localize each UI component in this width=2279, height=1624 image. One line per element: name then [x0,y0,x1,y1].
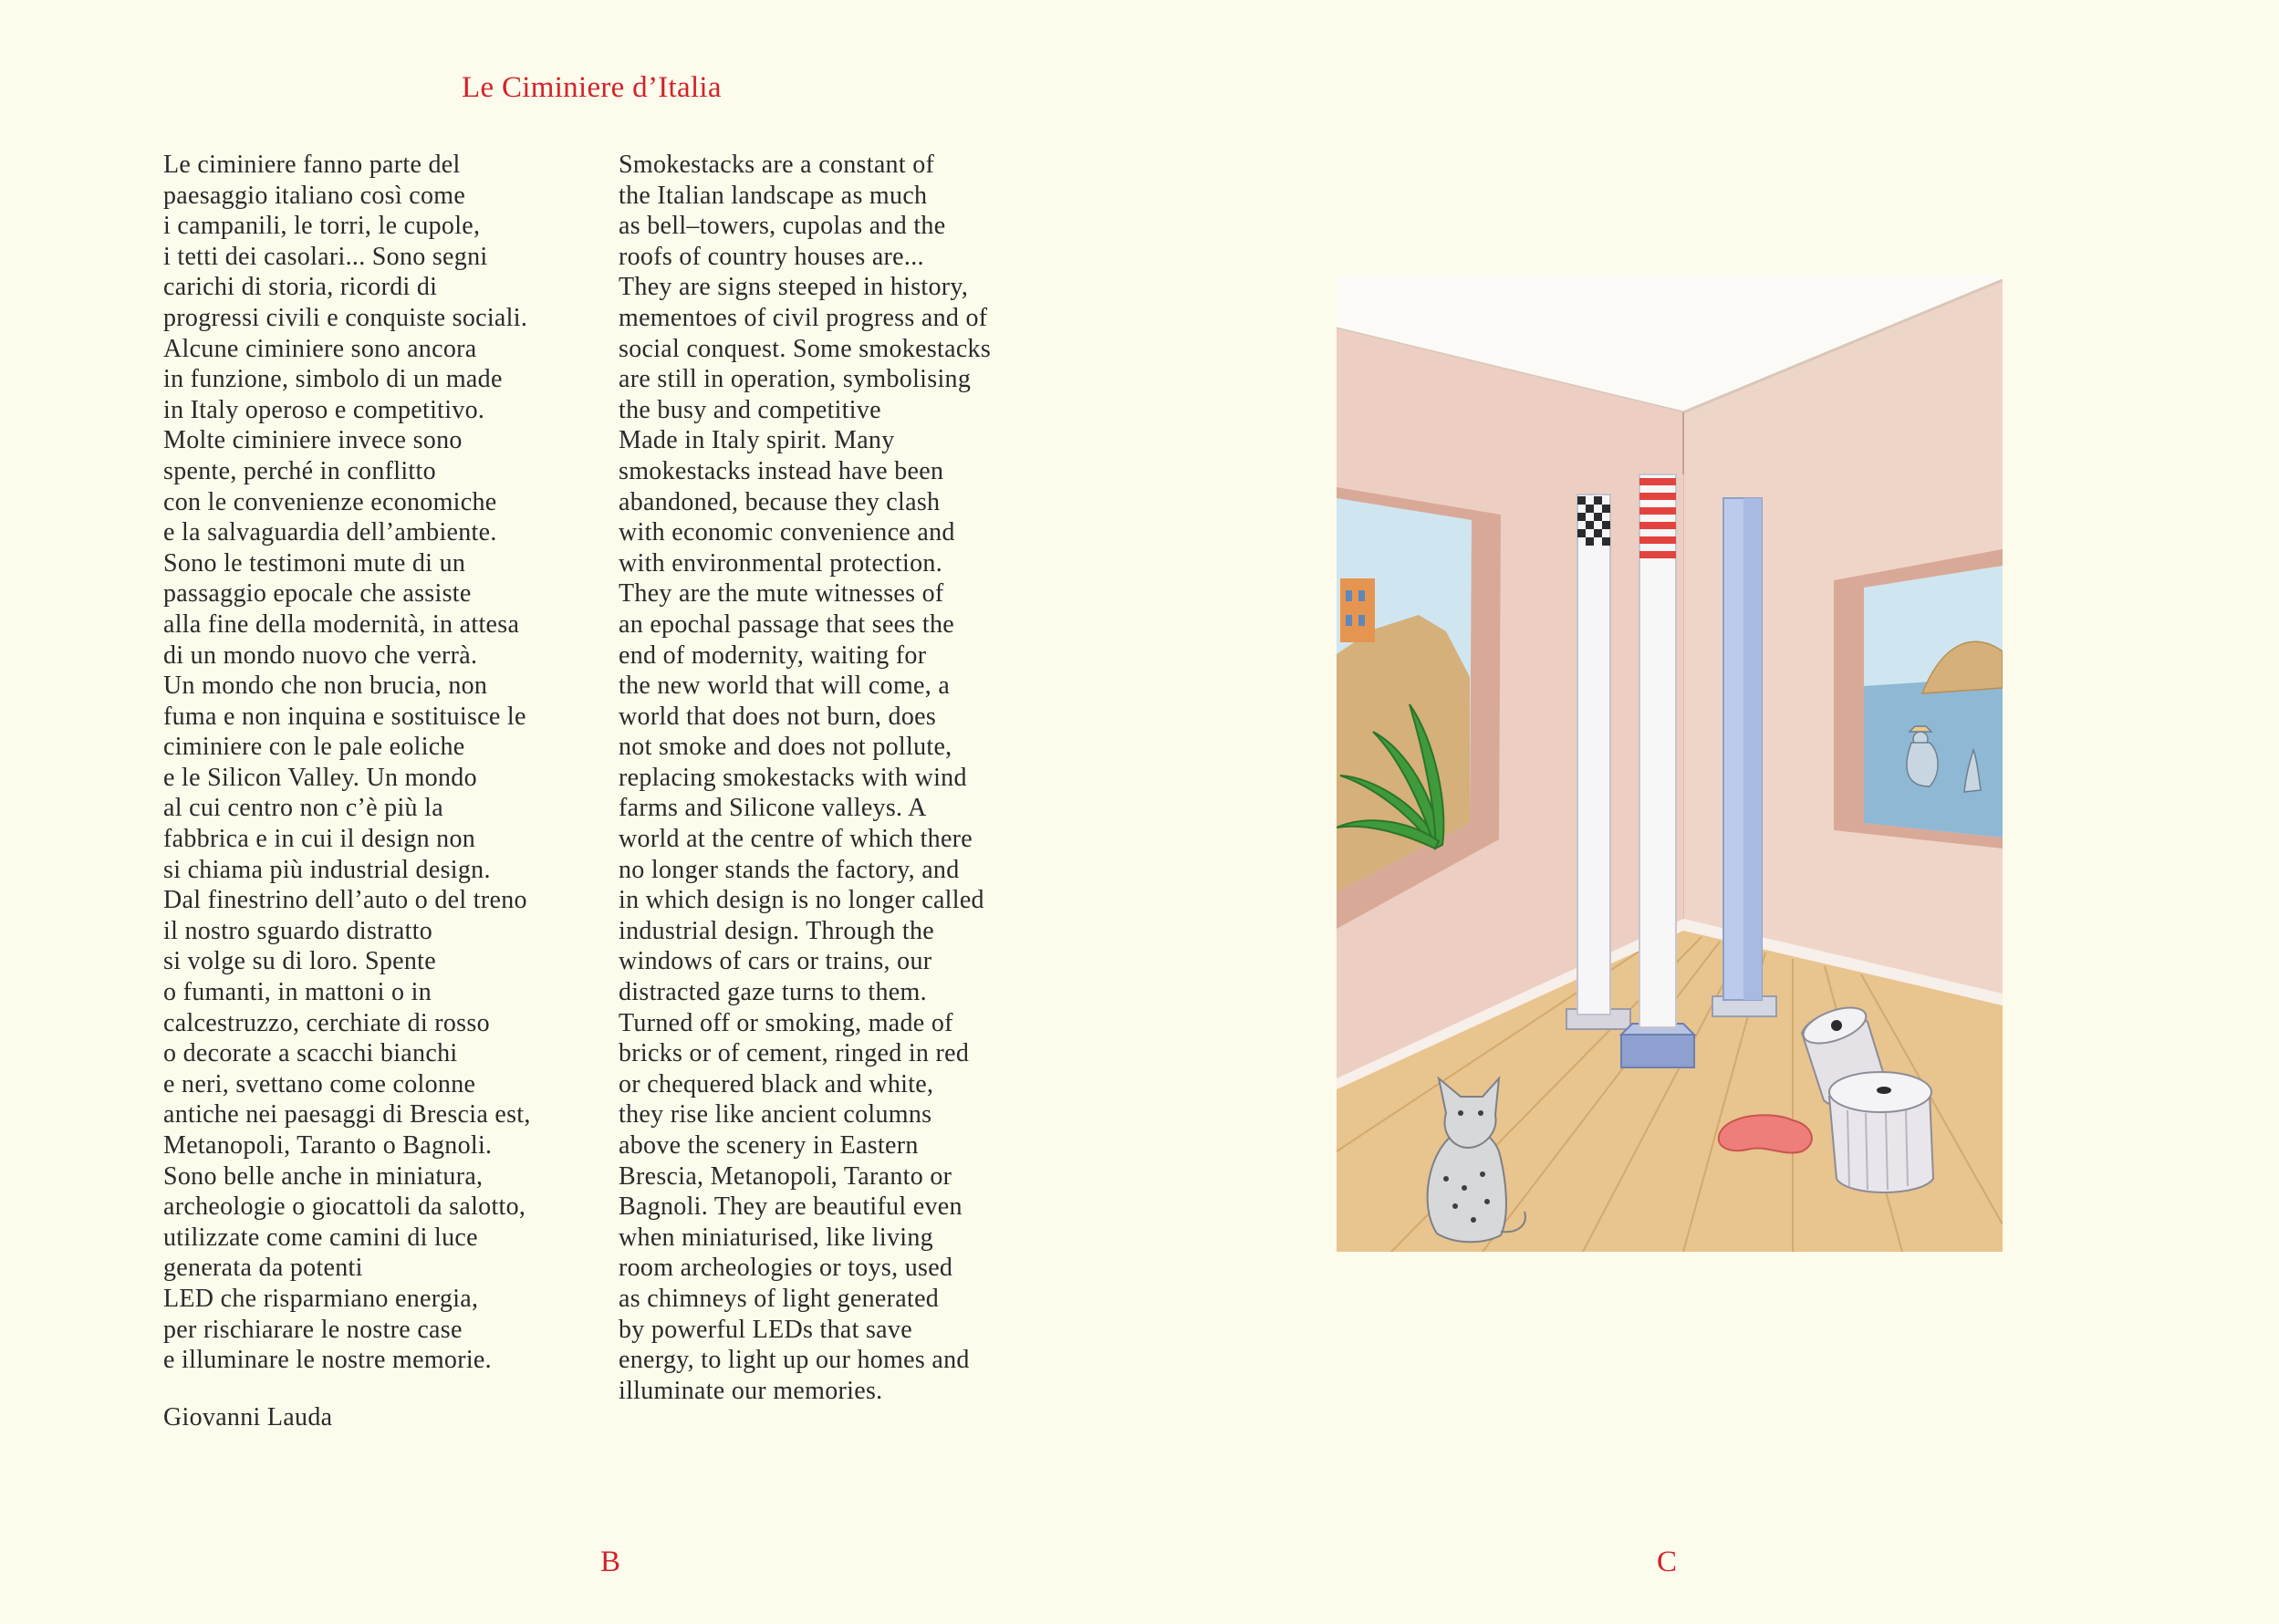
text-line: an epochal passage that sees the [619,609,955,639]
text-line: e illuminare le nostre memorie. [163,1346,492,1375]
text-line: per rischiarare le nostre case [163,1315,463,1344]
text-line: Turned off or smoking, made of [619,1008,953,1037]
text-line: windows of cars or trains, our [619,947,932,976]
text-line: in which design is no longer called [619,886,984,915]
text-line: social conquest. Some smokestacks [619,334,992,363]
text-line: il nostro sguardo distratto [163,916,433,945]
text-line: as bell–towers, cupolas and the [619,212,946,241]
text-line: passaggio epocale che assiste [163,579,472,609]
text-line: with environmental protection. [619,548,943,578]
text-line: energy, to light up our homes and [619,1346,970,1375]
text-line: Un mondo che non brucia, non [163,671,488,701]
text-line: al cui centro non c’è più la [163,794,443,823]
text-line: Sono belle anche in miniatura, [163,1161,484,1191]
text-line: paesaggio italiano così come [163,181,466,210]
text-line: illuminate our memories. [619,1376,883,1405]
text-line: bricks or of cement, ringed in red [619,1039,970,1068]
text-line: distracted gaze turns to them. [619,978,927,1007]
text-line: as chimneys of light generated [619,1284,940,1313]
text-line: are still in operation, symbolising [619,365,972,394]
text-line: above the scenery in Eastern [619,1131,919,1160]
text-line: Made in Italy spirit. Many [619,426,895,455]
text-line: o decorate a scacchi bianchi [163,1039,458,1068]
page-letter-right: C [1657,1546,1678,1578]
text-line: antiche nei paesaggi di Brescia est, [163,1100,531,1130]
text-line: carichi di storia, ricordi di [163,273,438,302]
text-line: Metanopoli, Taranto o Bagnoli. [163,1131,493,1160]
english-text-column [619,150,991,1406]
text-line: con le convenienze economiche [163,487,497,516]
text-line: with economic convenience and [619,518,955,547]
text-line: mementoes of civil progress and of [619,303,988,332]
page-letter-left: B [600,1546,621,1578]
text-line: calcestruzzo, cerchiate di rosso [163,1008,490,1037]
text-line: alla fine della modernità, in attesa [163,609,520,639]
text-line: the new world that will come, a [619,671,951,701]
text-line: i tetti dei casolari... Sono segni [163,242,488,271]
text-line: spente, perché in conflitto [163,456,436,485]
text-line: fuma e non inquina e sostituisce le [163,702,526,731]
text-line: they rise like ancient columns [619,1100,932,1130]
text-line: LED che risparmiano energia, [163,1284,479,1313]
text-line: Le ciminiere fanno parte del [163,151,461,179]
text-line: They are signs steeped in history, [619,273,969,302]
text-line: e la salvaguardia dell’ambiente. [163,518,497,547]
text-line: in funzione, simbolo di un made [163,365,503,394]
text-line: di un mondo nuovo che verrà. [163,640,478,670]
text-line: Sono le testimoni mute di un [163,548,466,578]
text-line: world at the centre of which there [619,825,973,854]
text-line: ciminiere con le pale eoliche [163,733,465,762]
text-line: e neri, svettano come colonne [163,1069,476,1098]
text-line: Alcune ciminiere sono ancora [163,334,477,363]
text-line: the busy and competitive [619,395,881,424]
article-title: Le Ciminiere d’Italia [462,71,722,104]
text-line: i campanili, le torri, le cupole, [163,212,481,241]
italian-text-column [163,150,531,1376]
text-line: roofs of country houses are... [619,242,924,271]
text-line: abandoned, because they clash [619,487,941,516]
text-line: utilizzate come camini di luce [163,1223,478,1252]
text-line: by powerful LEDs that save [619,1315,912,1344]
text-line: Bagnoli. They are beautiful even [619,1192,963,1222]
text-line: in Italy operoso e competitivo. [163,395,485,424]
text-line: generata da potenti [163,1254,363,1283]
text-line: o fumanti, in mattoni o in [163,978,432,1007]
text-line: smokestacks instead have been [619,456,944,485]
text-line: end of modernity, waiting for [619,640,927,670]
text-line: Molte ciminiere invece sono [163,426,463,455]
author-signature: Giovanni Lauda [163,1403,333,1431]
text-line: the Italian landscape as much [619,181,928,210]
text-line: si volge su di loro. Spente [163,947,436,976]
text-line: si chiama più industrial design. [163,855,491,884]
text-line: room archeologies or toys, used [619,1254,953,1283]
text-line: e le Silicon Valley. Un mondo [163,763,477,792]
smokestack-room-illustration [1337,276,2003,1252]
text-line: fabbrica e in cui il design non [163,825,476,854]
text-line: no longer stands the factory, and [619,855,960,884]
text-line: Brescia, Metanopoli, Taranto or [619,1161,952,1191]
text-line: progressi civili e conquiste sociali. [163,303,528,332]
text-line: archeologie o giocattoli da salotto, [163,1192,526,1222]
text-line: industrial design. Through the [619,916,934,945]
text-line: Dal finestrino dell’auto o del treno [163,886,527,915]
text-line: replacing smokestacks with wind [619,763,967,792]
text-line: They are the mute witnesses of [619,579,944,609]
text-line: when miniaturised, like living [619,1223,933,1252]
text-line: farms and Silicone valleys. A [619,794,927,823]
text-line: or chequered black and white, [619,1069,934,1098]
text-line: world that does not burn, does [619,702,937,731]
text-line: Smokestacks are a constant of [619,151,935,179]
text-line: not smoke and does not pollute, [619,733,952,762]
